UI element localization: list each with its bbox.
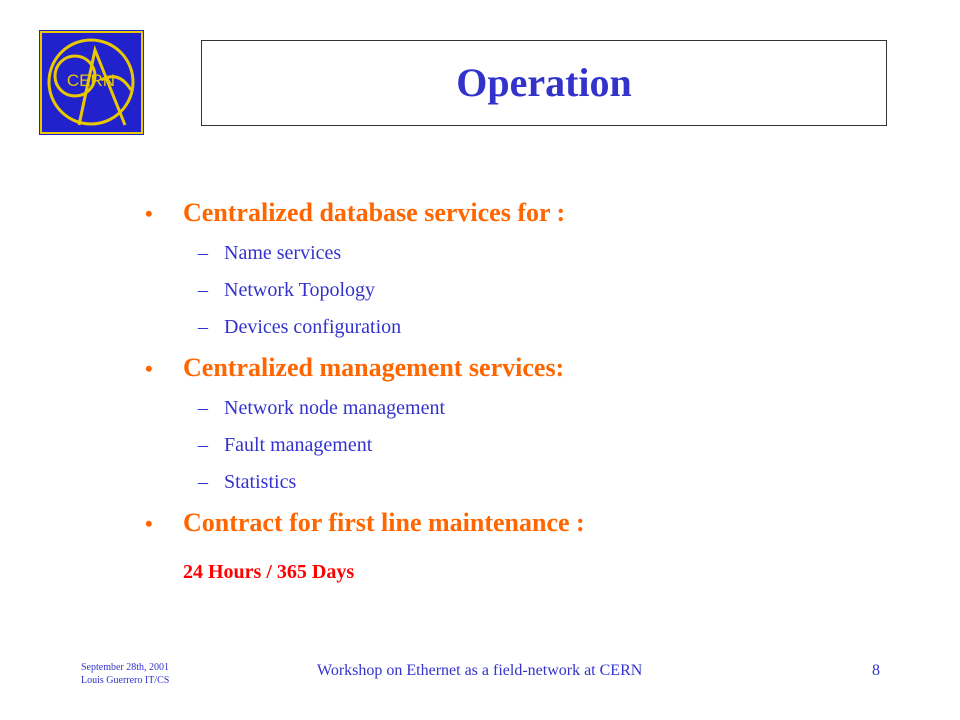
sub-item-text: Network node management bbox=[224, 397, 446, 419]
sub-item-text: Network Topology bbox=[224, 279, 375, 301]
dash-icon: – bbox=[198, 397, 208, 419]
dash-icon: – bbox=[198, 242, 208, 264]
footer-date: September 28th, 2001 bbox=[81, 662, 170, 673]
footer-title: Workshop on Ethernet as a field-network at CERN bbox=[317, 662, 643, 679]
bullet-heading bbox=[145, 198, 905, 242]
dash-icon: – bbox=[198, 279, 208, 301]
sub-item bbox=[145, 434, 905, 471]
logo-text: CERN bbox=[66, 71, 116, 90]
slide-content bbox=[145, 198, 905, 592]
bullet-heading bbox=[145, 508, 905, 552]
sub-item-text: Name services bbox=[224, 242, 342, 264]
cern-logo bbox=[39, 30, 144, 135]
bullet-icon: • bbox=[145, 201, 153, 226]
sub-item-text: Statistics bbox=[224, 471, 297, 493]
sub-item bbox=[145, 397, 905, 434]
sub-item bbox=[145, 316, 905, 353]
sub-item bbox=[145, 242, 905, 279]
footer-author: Louis Guerrero IT/CS bbox=[81, 675, 170, 686]
footer-meta bbox=[81, 661, 169, 687]
dash-icon: – bbox=[198, 471, 208, 493]
bullet-heading-text: Centralized database services for : bbox=[183, 198, 566, 227]
bullet-icon: • bbox=[145, 356, 153, 381]
maintenance-note: 24 Hours / 365 Days bbox=[183, 560, 355, 583]
bullet-heading-text: Contract for first line maintenance : bbox=[183, 508, 585, 537]
page-number: 8 bbox=[872, 662, 880, 679]
bullet-heading-text: Centralized management services: bbox=[183, 353, 565, 382]
sub-item-text: Devices configuration bbox=[224, 316, 402, 338]
dash-icon: – bbox=[198, 316, 208, 338]
page-title: Operation bbox=[456, 60, 632, 105]
sub-item bbox=[145, 279, 905, 316]
dash-icon: – bbox=[198, 434, 208, 456]
bullet-icon: • bbox=[145, 511, 153, 536]
cern-logo-icon bbox=[39, 30, 144, 135]
sub-item bbox=[145, 471, 905, 508]
sub-item-text: Fault management bbox=[224, 434, 373, 456]
title-box bbox=[201, 40, 887, 126]
bullet-heading bbox=[145, 353, 905, 397]
